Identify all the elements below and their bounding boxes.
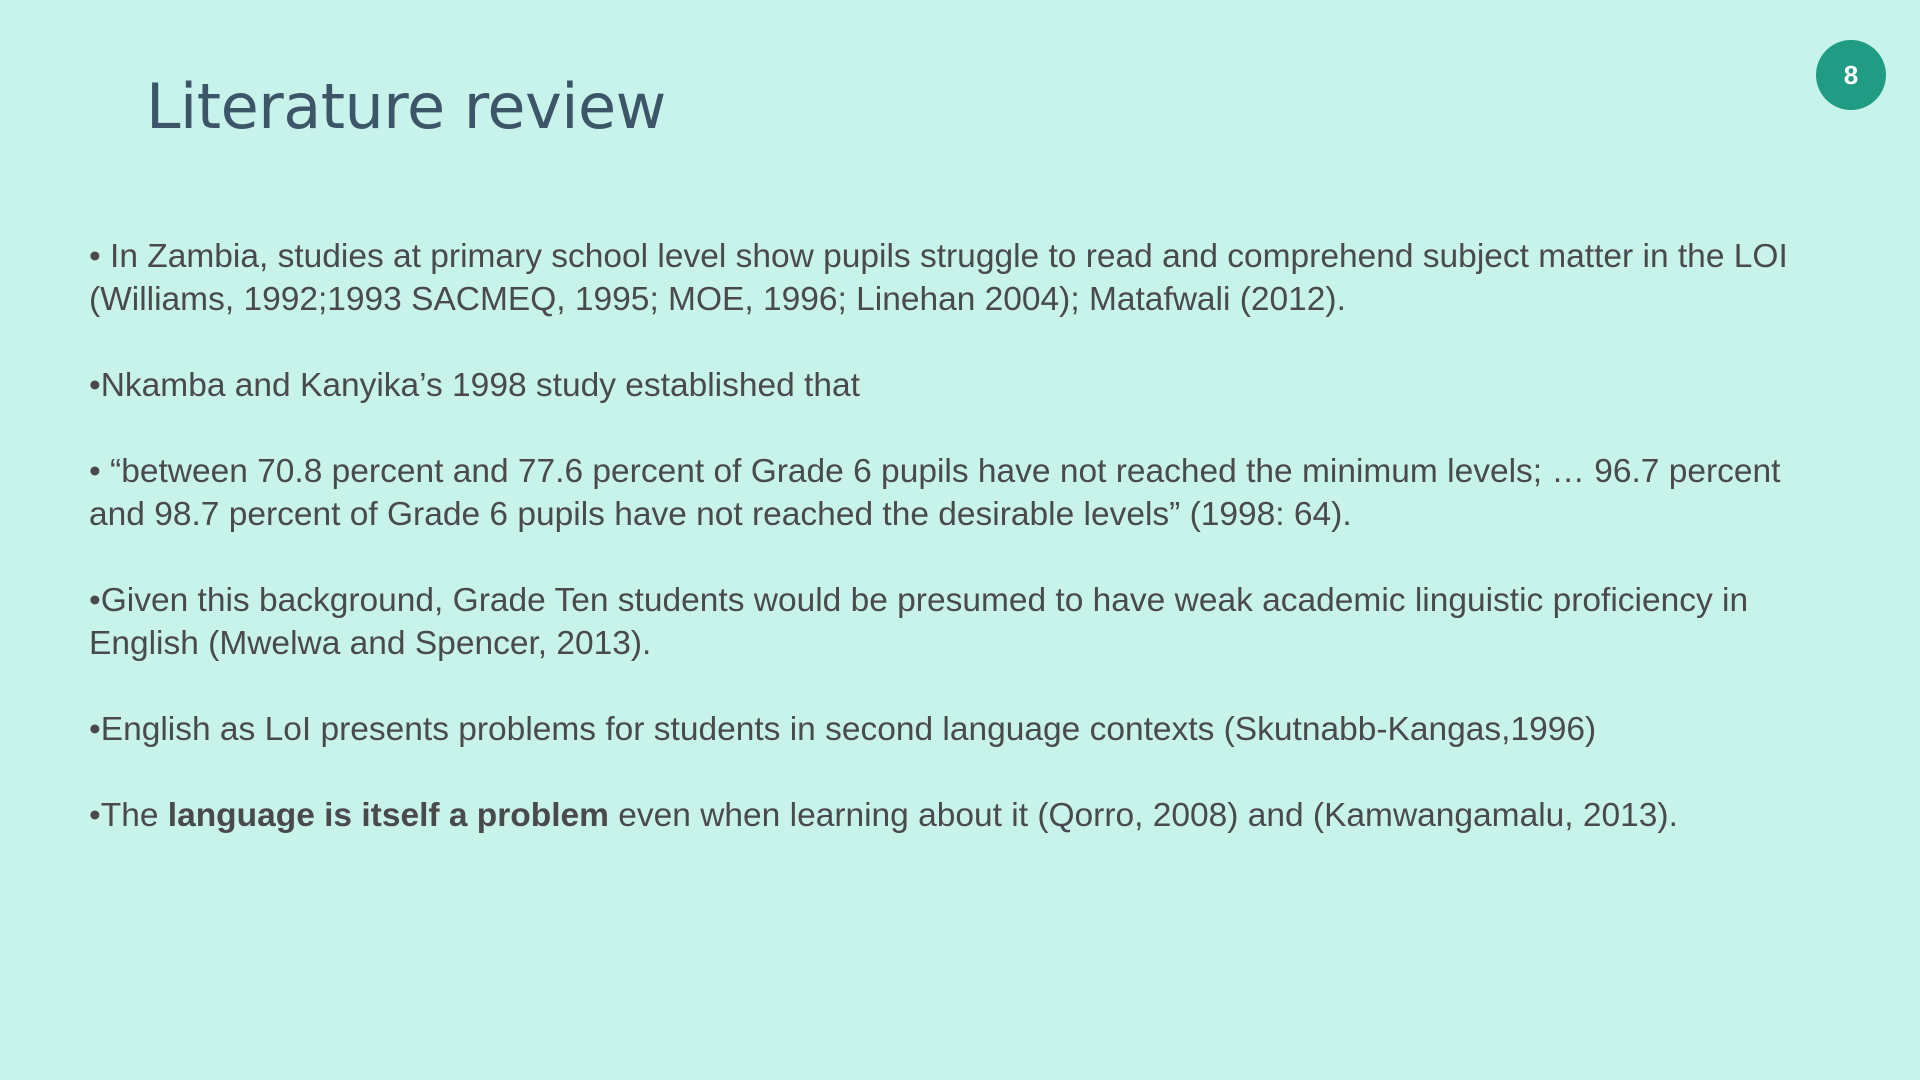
bullet-language-problem	[89, 794, 1809, 837]
bullet-language-problem-prefix: •The	[89, 797, 168, 834]
bullet-nkamba-kanyika-study: •Nkamba and Kanyika’s 1998 study established that	[89, 367, 860, 404]
slide-title: Literature review	[146, 70, 666, 143]
bullet-list	[89, 235, 1809, 837]
bullet-language-problem-suffix: even when learning about it (Qorro, 2008) and (Kamwangamalu, 2013).	[608, 797, 1678, 834]
bullet-english-loi-problems: •English as LoI presents problems for students in second language contexts (Skutnabb-Kangas,1996)	[89, 711, 1597, 748]
bullet-grade6-quote: • “between 70.8 percent and 77.6 percent of Grade 6 pupils have not reached the minimum levels; … 96.7 percent and 98.7 percent of Grade 6 pupils have not reached the desirable levels” (1998: 64).	[89, 453, 1781, 533]
bullet-language-problem-emphasis: language is itself a problem	[167, 797, 609, 834]
bullet-zambia-studies: • In Zambia, studies at primary school level show pupils struggle to read and comprehend subject matter in the LOI (Williams, 1992;1993 SACMEQ, 1995; MOE, 1996; Linehan 2004); Matafwali (2012).	[89, 238, 1788, 318]
bullet-grade-ten-background: •Given this background, Grade Ten students would be presumed to have weak academic linguistic proficiency in English (Mwelwa and Spencer, 2013).	[89, 582, 1749, 662]
page-number-badge: 8	[1816, 40, 1886, 110]
